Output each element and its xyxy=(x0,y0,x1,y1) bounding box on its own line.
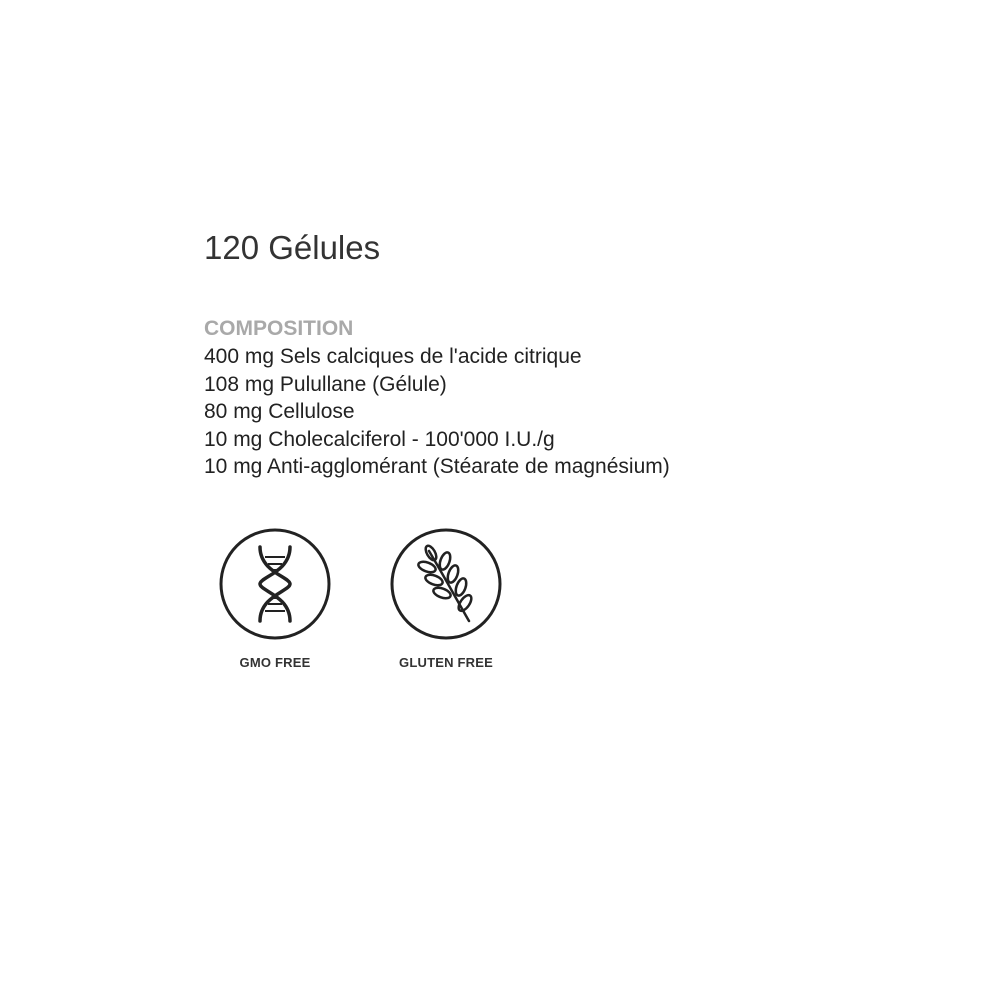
composition-heading: COMPOSITION xyxy=(204,317,354,340)
gluten-free-label: GLUTEN FREE xyxy=(399,655,493,670)
gluten-free-badge xyxy=(381,527,511,670)
list-item: 10 mg Cholecalciferol - 100'000 I.U./g xyxy=(204,427,555,451)
page-title: 120 Gélules xyxy=(204,229,381,266)
gmo-free-badge xyxy=(210,527,340,670)
list-item: 400 mg Sels calciques de l'acide citrique xyxy=(204,345,582,368)
composition-list xyxy=(204,343,670,481)
list-item: 10 mg Anti-agglomérant (Stéarate de magnésium) xyxy=(204,455,670,478)
dna-icon xyxy=(218,527,332,641)
gmo-free-label: GMO FREE xyxy=(239,655,311,670)
wheat-icon xyxy=(389,527,503,641)
list-item: 108 mg Pulullane (Gélule) xyxy=(204,372,447,396)
list-item: 80 mg Cellulose xyxy=(204,400,355,423)
